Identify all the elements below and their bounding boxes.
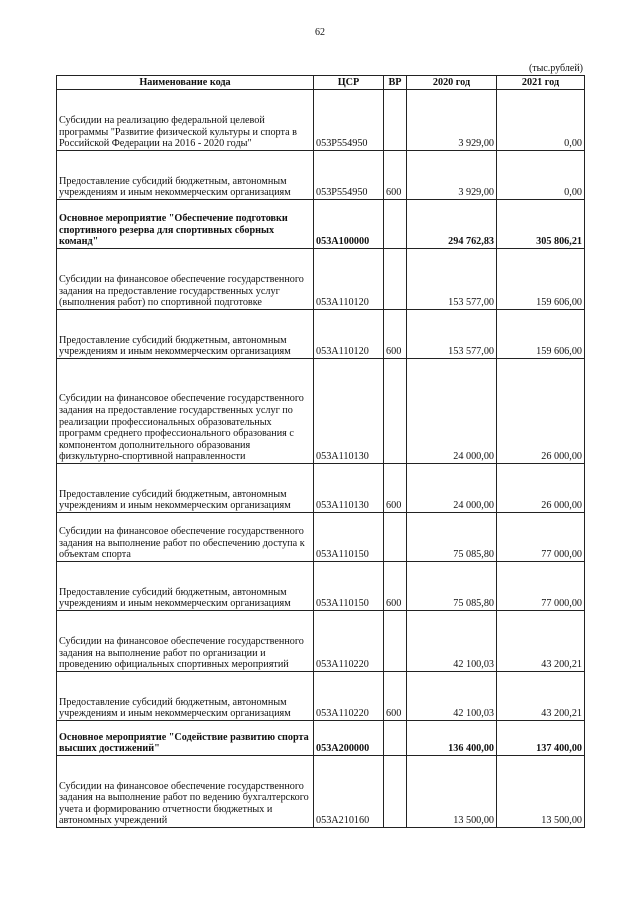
row-csr: 053A110220 xyxy=(314,611,384,672)
header-2020: 2020 год xyxy=(407,76,497,90)
row-name: Основное мероприятие "Содействие развитию спорта высших достижений" xyxy=(57,721,314,756)
row-csr: 053A200000 xyxy=(314,721,384,756)
table-row xyxy=(57,359,585,464)
row-vr: 600 xyxy=(384,464,407,513)
row-vr xyxy=(384,721,407,756)
row-2021: 26 000,00 xyxy=(497,464,585,513)
row-vr: 600 xyxy=(384,151,407,200)
row-2020: 294 762,83 xyxy=(407,200,497,249)
row-csr: 053A110120 xyxy=(314,249,384,310)
row-2020: 24 000,00 xyxy=(407,359,497,464)
row-2021: 0,00 xyxy=(497,90,585,151)
row-2021: 43 200,21 xyxy=(497,672,585,721)
row-vr: 600 xyxy=(384,562,407,611)
row-csr: 053A110150 xyxy=(314,513,384,562)
row-2021: 13 500,00 xyxy=(497,756,585,828)
row-2020: 24 000,00 xyxy=(407,464,497,513)
row-name: Предоставление субсидий бюджетным, автономным учреждениям и иным некоммерческим организациям xyxy=(57,562,314,611)
row-vr xyxy=(384,756,407,828)
row-2021: 305 806,21 xyxy=(497,200,585,249)
table-row xyxy=(57,562,585,611)
table-row xyxy=(57,672,585,721)
row-name: Предоставление субсидий бюджетным, автономным учреждениям и иным некоммерческим организациям xyxy=(57,310,314,359)
row-csr: 053A110150 xyxy=(314,562,384,611)
header-2021: 2021 год xyxy=(497,76,585,90)
row-2020: 136 400,00 xyxy=(407,721,497,756)
row-2020: 42 100,03 xyxy=(407,611,497,672)
table-row xyxy=(57,756,585,828)
row-name: Предоставление субсидий бюджетным, автономным учреждениям и иным некоммерческим организациям xyxy=(57,464,314,513)
row-name: Субсидии на реализацию федеральной целевой программы "Развитие физической культуры и спорта в Российской Федерации на 2016 - 2020 годы" xyxy=(57,90,314,151)
header-vr: ВР xyxy=(384,76,407,90)
table-header-row xyxy=(57,76,585,90)
header-name: Наименование кода xyxy=(57,76,314,90)
row-csr: 053A110130 xyxy=(314,359,384,464)
row-2020: 13 500,00 xyxy=(407,756,497,828)
table-row xyxy=(57,310,585,359)
row-vr xyxy=(384,249,407,310)
row-name: Субсидии на финансовое обеспечение государственного задания на предоставление государственных услуг (выполнения работ) по спортивной подготовке xyxy=(57,249,314,310)
row-vr xyxy=(384,513,407,562)
row-csr: 053A110130 xyxy=(314,464,384,513)
budget-table xyxy=(56,75,585,828)
table-row xyxy=(57,513,585,562)
row-vr: 600 xyxy=(384,310,407,359)
table-row-section xyxy=(57,200,585,249)
row-2021: 77 000,00 xyxy=(497,562,585,611)
table-row xyxy=(57,249,585,310)
row-csr: 053A210160 xyxy=(314,756,384,828)
row-2021: 159 606,00 xyxy=(497,310,585,359)
row-2021: 0,00 xyxy=(497,151,585,200)
table-row xyxy=(57,464,585,513)
table-row xyxy=(57,611,585,672)
row-2020: 75 085,80 xyxy=(407,513,497,562)
row-csr: 053A110220 xyxy=(314,672,384,721)
row-2021: 26 000,00 xyxy=(497,359,585,464)
row-name: Субсидии на финансовое обеспечение государственного задания на предоставление государственных услуг по реализации профессиональных образовательных программ среднего профессионального образования с компонентом дополнительного образования физкультурно-спортивной направленности xyxy=(57,359,314,464)
row-csr: 053P554950 xyxy=(314,90,384,151)
row-vr: 600 xyxy=(384,672,407,721)
row-name: Предоставление субсидий бюджетным, автономным учреждениям и иным некоммерческим организациям xyxy=(57,151,314,200)
row-2020: 42 100,03 xyxy=(407,672,497,721)
table-row xyxy=(57,151,585,200)
row-2020: 153 577,00 xyxy=(407,310,497,359)
row-vr xyxy=(384,90,407,151)
row-csr: 053P554950 xyxy=(314,151,384,200)
row-vr xyxy=(384,200,407,249)
row-csr: 053A100000 xyxy=(314,200,384,249)
row-name: Субсидии на финансовое обеспечение государственного задания на выполнение работ по организации и проведению официальных спортивных мероприятий xyxy=(57,611,314,672)
table-row-section xyxy=(57,721,585,756)
table-row xyxy=(57,90,585,151)
header-csr: ЦСР xyxy=(314,76,384,90)
page-number: 62 xyxy=(315,27,325,38)
row-name: Основное мероприятие "Обеспечение подготовки спортивного резерва для спортивных сборных команд" xyxy=(57,200,314,249)
row-name: Субсидии на финансовое обеспечение государственного задания на выполнение работ по обеспечению доступа к объектам спорта xyxy=(57,513,314,562)
row-vr xyxy=(384,611,407,672)
row-name: Субсидии на финансовое обеспечение государственного задания на выполнение работ по ведению бухгалтерского учета и формированию отчетности бюджетных и автономных учреждений xyxy=(57,756,314,828)
row-2021: 159 606,00 xyxy=(497,249,585,310)
row-name: Предоставление субсидий бюджетным, автономным учреждениям и иным некоммерческим организациям xyxy=(57,672,314,721)
row-2021: 77 000,00 xyxy=(497,513,585,562)
row-csr: 053A110120 xyxy=(314,310,384,359)
row-2020: 75 085,80 xyxy=(407,562,497,611)
units-label: (тыс.рублей) xyxy=(528,63,583,74)
row-2021: 137 400,00 xyxy=(497,721,585,756)
row-2020: 3 929,00 xyxy=(407,151,497,200)
row-vr xyxy=(384,359,407,464)
row-2020: 153 577,00 xyxy=(407,249,497,310)
row-2020: 3 929,00 xyxy=(407,90,497,151)
row-2021: 43 200,21 xyxy=(497,611,585,672)
